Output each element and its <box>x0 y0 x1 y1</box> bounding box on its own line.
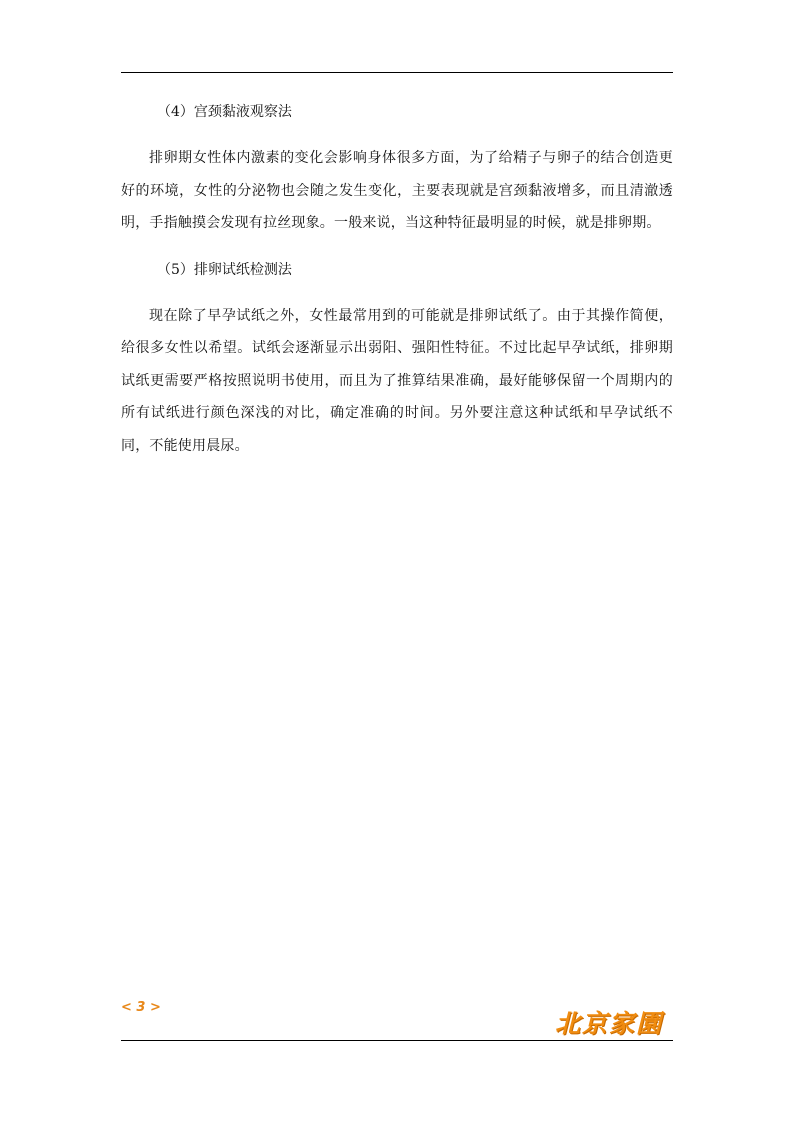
header-rule <box>121 72 673 73</box>
page-number: < 3 > <box>121 1000 161 1015</box>
footer-rule <box>121 1040 673 1041</box>
document-body <box>121 96 673 476</box>
section-heading-4: （4）宫颈黏液观察法 <box>157 104 292 120</box>
section-heading-5: （5）排卵试纸检测法 <box>157 261 292 278</box>
brand-logo: 北京家園 <box>555 1009 664 1038</box>
section-paragraph-4: 排卵期女性体内激素的变化会影响身体很多方面，为了给精子与卵子的结合创造更好的环境，女性的分泌物也会随之发生变化，主要表现就是宫颈黏液增多，而且清澈透明，手指触摸会发现有拉丝现象。一般来说，当这种特征最明显的时候，就是排卵期。 <box>121 150 673 231</box>
section-paragraph-5: 现在除了早孕试纸之外，女性最常用到的可能就是排卵试纸了。由于其操作简便，给很多女性以希望。试纸会逐渐显示出弱阳、强阳性特征。不过比起早孕试纸，排卵期试纸更需要严格按照说明书使用，而且为了推算结果准确，最好能够保留一个周期内的所有试纸进行颜色深浅的对比，确定准确的时间。另外要注意这种试纸和早孕试纸不同，不能使用晨尿。 <box>121 307 673 454</box>
